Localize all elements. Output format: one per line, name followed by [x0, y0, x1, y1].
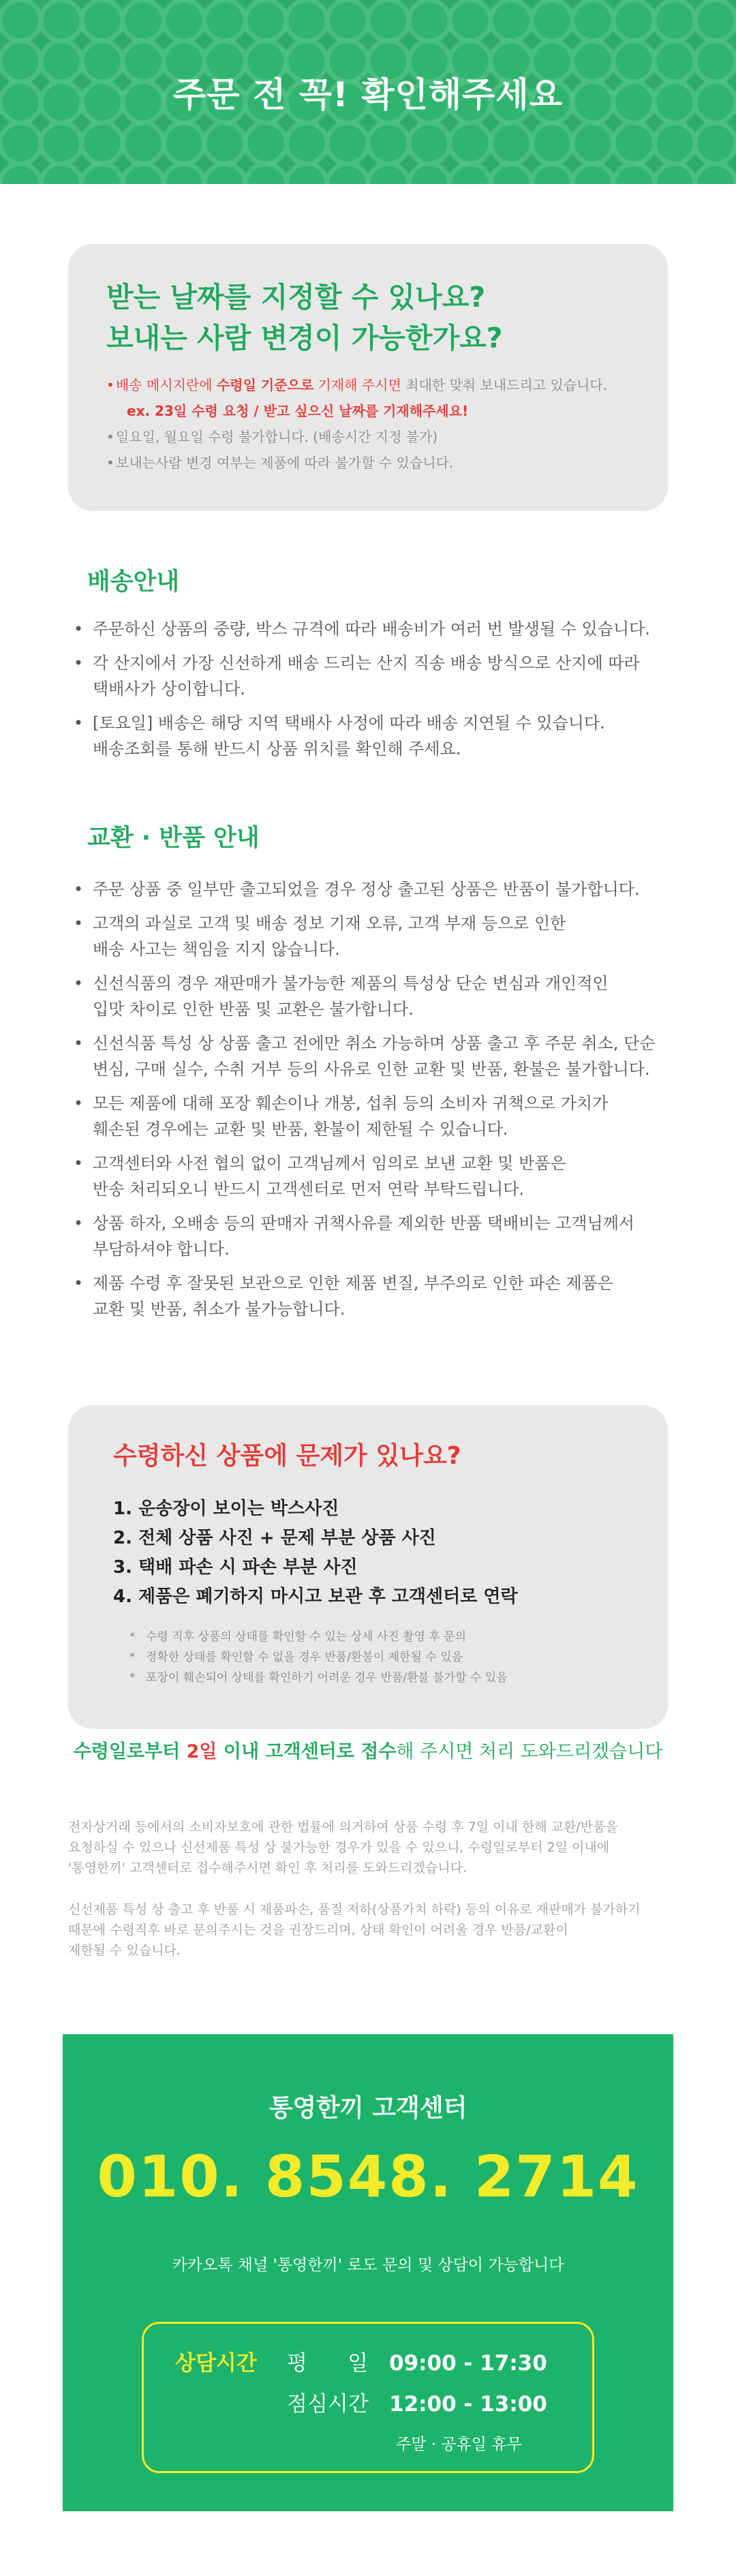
header-title: 주문 전 꼭! 확인해주세요	[172, 75, 564, 114]
service-center-title: 통영한끼 고객센터	[269, 2094, 467, 2122]
notice-list	[106, 372, 630, 476]
customer-service-box	[63, 2034, 673, 2511]
returns-section-title: 교환 · 반품 안내	[87, 825, 260, 852]
notice-example: ex. 23일 수령 요청 / 받고 싶으신 날짜를 기재해주세요!	[127, 403, 469, 419]
list-item: • 모든 제품에 대해 포장 훼손이나 개봉, 섭취 등의 소비자 귀책으로 가치가 훼손된 경우에는 교환 및 반품, 환불이 제한될 수 있습니다.	[71, 1090, 671, 1142]
problem-steps	[113, 1494, 630, 1612]
hours-label: 상담시간	[175, 2351, 257, 2376]
list-item: • 신선식품 특성 상 상품 출고 전에만 취소 가능하며 상품 출고 후 주문 취소, 단순 변심, 구매 실수, 수취 거부 등의 사유로 인한 교환 및 반품, 환불은 불가합니다.	[71, 1030, 671, 1082]
weekday-hours: 평 일 09:00 - 17:30	[287, 2351, 547, 2376]
notice-item: • 배송 메시지란에 수령일 기준으로 기재해 주시면 최대한 맞춰 보내드리고 있습니다.	[106, 372, 630, 398]
step-item: 2. 전체 상품 사진 + 문제 부분 상품 사진	[113, 1528, 436, 1548]
step-item: 3. 택배 파손 시 파손 부분 사진	[113, 1557, 358, 1578]
list-item: • 고객의 과실로 고객 및 배송 정보 기재 오류, 고객 부재 등으로 인한 배송 사고는 책임을 지지 않습니다.	[71, 910, 671, 962]
problem-title: 수령하신 상품에 문제가 있나요?	[113, 1442, 461, 1470]
shipping-section-title: 배송안내	[87, 568, 180, 596]
returns-list	[71, 876, 671, 1330]
notice-title-line1: 받는 날짜를 지정할 수 있나요?	[106, 281, 486, 313]
header-banner	[0, 0, 736, 184]
phone-number[interactable]: 010. 8548. 2714	[97, 2143, 639, 2210]
contact-within-2-days-note: 수령일로부터 2일 이내 고객센터로 접수해 주시면 처리 도와드리겠습니다	[73, 1741, 663, 1762]
note-item: * 포장이 훼손되어 상태를 확인하기 어려운 경우 반품/환불 불가할 수 있음	[129, 1668, 630, 1688]
note-item: * 정확한 상태를 확인할 수 없을 경우 반품/환불이 제한될 수 있음	[129, 1647, 630, 1668]
legal-paragraph-2: 신선제품 특성 상 출고 후 반품 시 제품파손, 품질 저하(상품가치 하락) 등의 이유로 재판매가 불가하기 때문에 수령직후 바로 문의주시는 것을 권장드리며, 상태 확인이 어려울 경우 반품/교환이 제한될 수 있습니다.	[68, 1902, 641, 1958]
step-item: 1. 운송장이 보이는 박스사진	[113, 1499, 339, 1519]
lunch-hours: 점심시간 12:00 - 13:00	[287, 2392, 547, 2417]
notice-title	[106, 277, 630, 358]
kakao-channel-note: 카카오톡 채널 '통영한끼' 로도 문의 및 상담이 가능합니다	[172, 2256, 564, 2274]
notice-item: • 보내는사람 변경 여부는 제품에 따라 불가할 수 있습니다.	[106, 450, 630, 476]
list-item: • 신선식품의 경우 재판매가 불가능한 제품의 특성상 단순 변심과 개인적인 입맛 차이로 인한 반품 및 교환은 불가합니다.	[71, 970, 671, 1022]
notice-title-line2: 보내는 사람 변경이 가능한가요?	[106, 322, 503, 354]
list-item: • 고객센터와 사전 협의 없이 고객님께서 임의로 보낸 교환 및 반품은 반송 처리되오니 반드시 고객센터로 먼저 연락 부탁드립니다.	[71, 1150, 671, 1202]
problem-notes	[129, 1627, 630, 1688]
consultation-hours-box	[142, 2322, 594, 2473]
note-item: * 수령 직후 상품의 상태를 확인할 수 있는 상세 사진 촬영 후 문의	[129, 1627, 630, 1647]
list-item: • 제품 수령 후 잘못된 보관으로 인한 제품 변질, 부주의로 인한 파손 제품은 교환 및 반품, 취소가 불가능합니다.	[71, 1270, 671, 1322]
problem-report-card	[68, 1405, 668, 1729]
legal-paragraph-1: 전자상거래 등에서의 소비자보호에 관한 법률에 의거하여 상품 수령 후 7일 이내 한해 교환/반품을 요청하실 수 있으나 신선제품 특성 상 불가능한 경우가 있을 수 있으니, 수령일로부터 2일 이내에 '통영한끼' 고객센터로 접수해주시면 확인 후 처리를 도와드리겠습니다.	[68, 1820, 618, 1875]
holiday-note: 주말 · 공휴일 휴무	[396, 2436, 522, 2453]
list-item: • [토요일] 배송은 해당 지역 택배사 사정에 따라 배송 지연될 수 있습니다. 배송조회를 통해 반드시 상품 위치를 확인해 주세요.	[71, 710, 671, 762]
list-item: • 각 산지에서 가장 신선하게 배송 드리는 산지 직송 배송 방식으로 산지에 따라 택배사가 상이합니다.	[71, 650, 671, 702]
notice-item: • 일요일, 월요일 수령 불가합니다. (배송시간 지정 불가)	[106, 424, 630, 450]
shipping-list	[71, 616, 671, 770]
step-item: 4. 제품은 폐기하지 마시고 보관 후 고객센터로 연락	[113, 1586, 518, 1607]
list-item: • 상품 하자, 오배송 등의 판매자 귀책사유를 제외한 반품 택배비는 고객님께서 부담하셔야 합니다.	[71, 1210, 671, 1262]
delivery-date-notice-card	[68, 244, 668, 511]
list-item: • 주문하신 상품의 중량, 박스 규격에 따라 배송비가 여러 번 발생될 수 있습니다.	[71, 616, 671, 642]
list-item: • 주문 상품 중 일부만 출고되었을 경우 정상 출고된 상품은 반품이 불가합니다.	[71, 876, 671, 902]
